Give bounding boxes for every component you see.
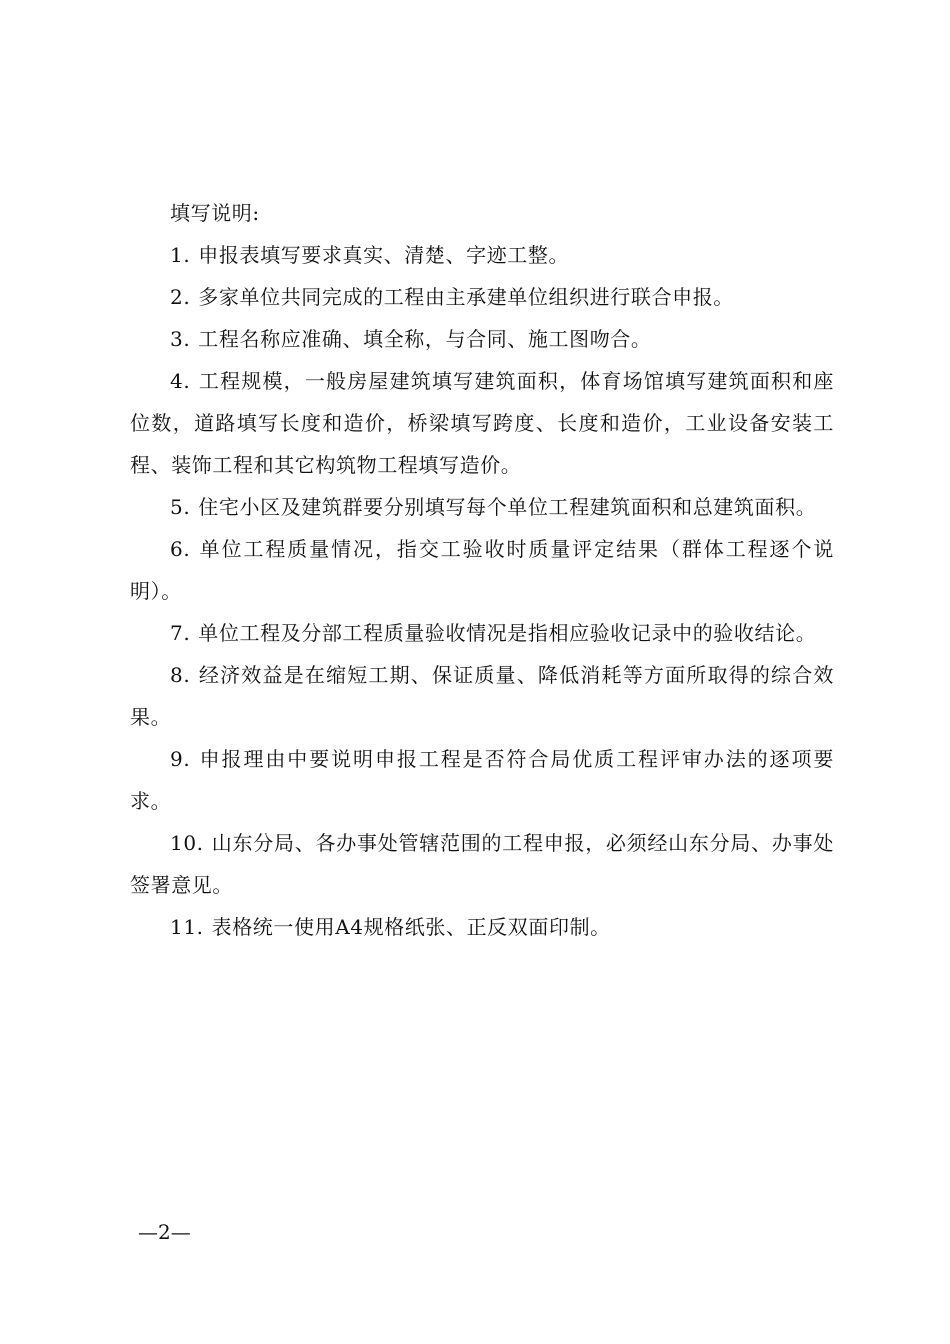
item-text: 经济效益是在缩短工期、保证质量、降低消耗等方面所取得的综合效果。 (130, 663, 834, 729)
item-text: 申报理由中要说明申报工程是否符合局优质工程评审办法的逐项要求。 (130, 747, 834, 813)
item-text: 申报表填写要求真实、清楚、字迹工整。 (198, 243, 570, 267)
item-number: 7. (170, 621, 191, 645)
instructions-section (130, 192, 834, 948)
instruction-item (130, 906, 834, 948)
instruction-item (130, 360, 834, 486)
item-text: 工程规模，一般房屋建筑填写建筑面积，体育场馆填写建筑面积和座位数，道路填写长度和造价，桥梁填写跨度、长度和造价，工业设备安装工程、装饰工程和其它构筑物工程填写造价。 (130, 369, 834, 477)
item-number: 1. (170, 243, 191, 267)
item-text: 单位工程及分部工程质量验收情况是指相应验收记录中的验收结论。 (198, 621, 817, 645)
item-number: 3. (170, 327, 191, 351)
instructions-list (130, 234, 834, 948)
item-number: 10. (170, 831, 204, 855)
item-text: 表格统一使用A4规格纸张、正反双面印制。 (211, 915, 611, 939)
item-number: 4. (170, 369, 191, 393)
item-number: 6. (170, 537, 191, 561)
instruction-item (130, 318, 834, 360)
instructions-heading: 填写说明: (170, 201, 260, 225)
instruction-item (130, 486, 834, 528)
instruction-item (130, 612, 834, 654)
item-text: 工程名称应准确、填全称，与合同、施工图吻合。 (198, 327, 652, 351)
item-text: 多家单位共同完成的工程由主承建单位组织进行联合申报。 (198, 285, 734, 309)
item-text: 山东分局、各办事处管辖范围的工程申报，必须经山东分局、办事处签署意见。 (130, 831, 834, 897)
instruction-item (130, 234, 834, 276)
instruction-item (130, 528, 834, 612)
item-text: 住宅小区及建筑群要分别填写每个单位工程建筑面积和总建筑面积。 (198, 495, 817, 519)
item-number: 2. (170, 285, 191, 309)
item-number: 8. (170, 663, 191, 687)
item-text: 单位工程质量情况，指交工验收时质量评定结果（群体工程逐个说明）。 (130, 537, 834, 603)
page-number: —2— (138, 1220, 191, 1244)
item-number: 9. (170, 747, 191, 771)
instruction-item (130, 738, 834, 822)
instruction-item (130, 276, 834, 318)
item-number: 11. (170, 915, 204, 939)
item-number: 5. (170, 495, 191, 519)
instruction-item (130, 654, 834, 738)
instruction-item (130, 822, 834, 906)
